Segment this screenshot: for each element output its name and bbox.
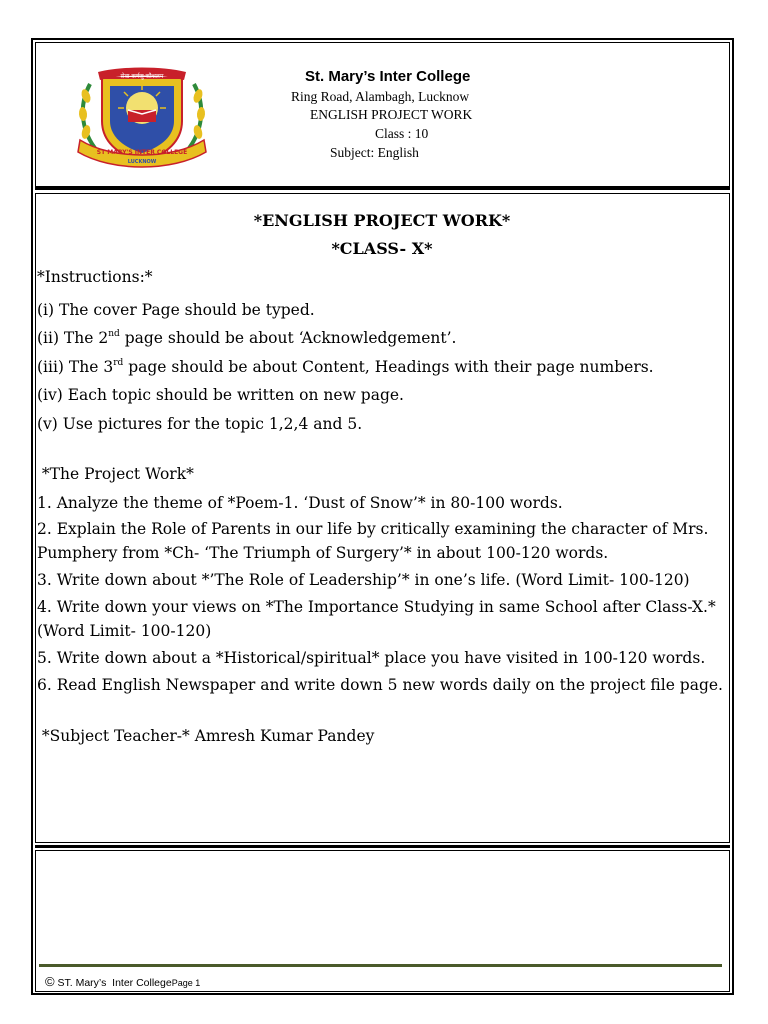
instruction-item: (ii) The 2nd page should be about ‘Acknowledgement’.	[37, 329, 457, 347]
college-crest-logo	[72, 66, 212, 170]
footer-box	[35, 850, 730, 992]
instructions-heading: *Instructions:*	[37, 268, 153, 286]
header-divider	[35, 187, 730, 190]
header-project-title: ENGLISH PROJECT WORK	[310, 107, 473, 122]
page-number: Page 1	[171, 978, 201, 988]
instruction-item: (iv) Each topic should be written on new page.	[37, 386, 404, 404]
subject-teacher: *Subject Teacher-* Amresh Kumar Pandey	[37, 727, 375, 745]
instruction-item: (i) The cover Page should be typed.	[37, 300, 315, 319]
footer-college: ST. Mary’s Inter College	[54, 977, 172, 989]
task-item: 3. Write down about *’The Role of Leadership’* in one’s life. (Word Limit- 100-120)	[37, 571, 690, 589]
document-body	[37, 207, 727, 751]
footer-rule	[39, 964, 722, 967]
copyright-symbol: ©	[45, 974, 55, 989]
header-class: Class : 10	[375, 126, 429, 141]
logo-motto: सेवा कर्मसु कौशलम	[120, 73, 164, 80]
document-title: *ENGLISH PROJECT WORK*	[253, 211, 511, 230]
logo-city: LUCKNOW	[127, 159, 157, 165]
spacer	[37, 434, 727, 460]
spacer	[37, 700, 727, 722]
college-address: Ring Road, Alambagh, Lucknow	[291, 89, 470, 104]
header-subject: Subject: English	[330, 145, 419, 160]
footer-divider	[35, 845, 730, 848]
college-name: St. Mary’s Inter College	[305, 68, 471, 85]
instruction-item: (v) Use pictures for the topic 1,2,4 and 5.	[37, 414, 363, 433]
page-footer	[45, 974, 200, 989]
task-item: 1. Analyze the theme of *Poem-1. ‘Dust of Snow’* in 80-100 words.	[37, 493, 563, 512]
task-item: 5. Write down about a *Historical/spiritual* place you have visited in 100-120 words.	[37, 649, 706, 667]
task-item: 2. Explain the Role of Parents in our life by critically examining the character of Mrs. Pumphery from *Ch- ‘The Triumph of Surgery’* in about 100-120 words.	[37, 520, 709, 562]
project-heading: *The Project Work*	[37, 465, 194, 483]
document-subtitle: *CLASS- X*	[331, 239, 433, 258]
instruction-item: (iii) The 3rd page should be about Content, Headings with their page numbers.	[37, 357, 654, 376]
logo-ribbon-text: ST MARY'S INTER COLLEGE	[96, 149, 188, 156]
task-item: 6. Read English Newspaper and write down 5 new words daily on the project file page.	[37, 676, 723, 694]
task-item: 4. Write down your views on *The Importance Studying in same School after Class-X.* (Word Limit- 100-120)	[37, 598, 716, 640]
